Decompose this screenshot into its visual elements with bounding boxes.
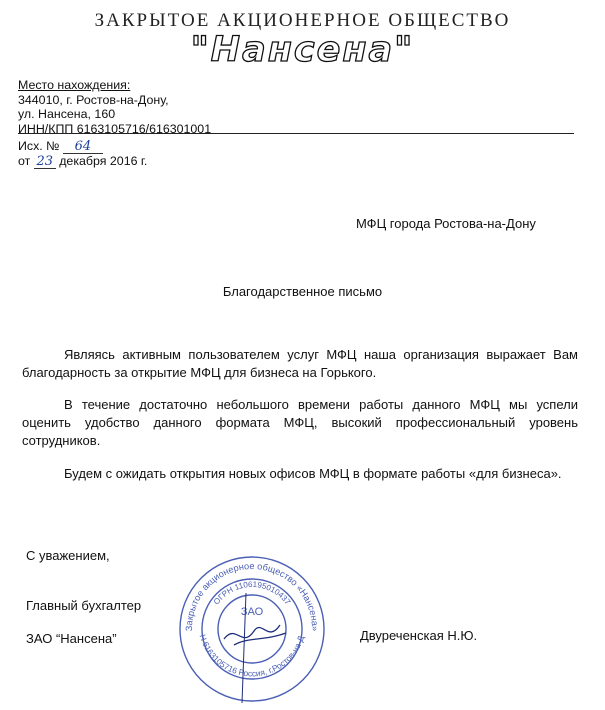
letterhead-company-type: ЗАКРЫТОЕ АКЦИОНЕРНОЕ ОБЩЕСТВО xyxy=(94,10,511,31)
body-paragraph xyxy=(22,396,578,450)
address-line-1: 344010, г. Ростов-на-Дону, xyxy=(18,92,169,107)
address-block xyxy=(18,78,211,136)
letterhead-company-name: "Нансена" xyxy=(190,30,415,70)
recipient: МФЦ города Ростова-на-Дону xyxy=(356,216,536,231)
address-line-2: ул. Нансена, 160 xyxy=(18,107,116,121)
signature-name: Двуреченская Н.Ю. xyxy=(360,628,478,643)
handwritten-signature xyxy=(224,625,286,645)
date-rest: декабря 2016 г. xyxy=(59,154,148,168)
seal-outer-text: Закрытое акционерное общество «Нансена» xyxy=(183,560,321,632)
date-day: 23 xyxy=(34,156,56,169)
reference-block xyxy=(18,139,147,169)
paragraph-text: В течение достаточно небольшого времени работы данного МФЦ мы успели оценить удобство данного формата МФЦ, высокий профессиональный уровень сотрудников. xyxy=(22,397,578,448)
seal-graphic xyxy=(176,553,328,705)
outgoing-number-label: Исх. № xyxy=(18,139,60,153)
date-prefix: от xyxy=(18,154,31,168)
signature-organization: ЗАО “Нансена” xyxy=(26,631,117,646)
signature-regards: С уважением, xyxy=(26,548,110,563)
signature-position: Главный бухгалтер xyxy=(26,598,142,613)
paragraph-text: Являясь активным пользователем услуг МФЦ наша организация выражает Вам благодарность за открытие МФЦ для бизнеса на Горького. xyxy=(22,347,578,380)
letter-subject: Благодарственное письмо xyxy=(222,284,383,299)
outgoing-number: 64 xyxy=(63,141,103,154)
seal-center-text: ЗАО xyxy=(240,606,264,618)
paragraph-text: Будем с ожидать открытия новых офисов МФЦ в формате работы «для бизнеса». xyxy=(64,466,562,481)
seal-bottom-text: Н 6163105716 Россия, г.Ростов-на-Д xyxy=(197,633,307,679)
outgoing-number-line xyxy=(18,139,147,154)
body-paragraph xyxy=(22,346,578,382)
address-line-3: ИНН/КПП 6163105716/616301001 xyxy=(18,121,212,136)
date-line xyxy=(18,154,147,169)
seal-ogrn-text: ОГРН 1106195010437 xyxy=(211,579,293,607)
header-divider xyxy=(18,133,574,134)
address-heading: Место нахождения: xyxy=(18,78,131,92)
body-paragraph xyxy=(22,465,578,483)
company-seal xyxy=(176,553,328,705)
